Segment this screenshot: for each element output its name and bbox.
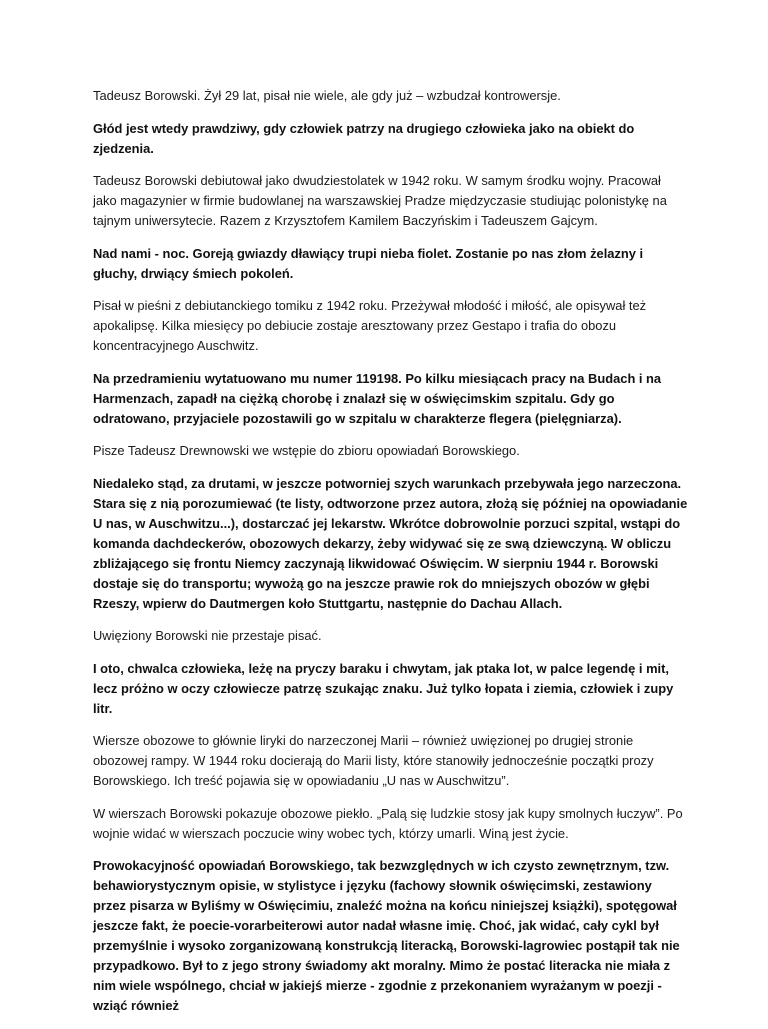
paragraph-debut: Tadeusz Borowski debiutował jako dwudziestolatek w 1942 roku. W samym środku wojny. Pracował jako magazynier w firmie budowlanej na warszawskiej Pradze międzyczasie studiując polonistykę na tajnym uniwersytecie. Razem z Krzysztofem Kamilem Baczyńskim i Tadeuszem Gajcym. bbox=[93, 173, 667, 228]
paragraph-intro: Tadeusz Borowski. Żył 29 lat, pisał nie wiele, ale gdy już – wzbudzał kontrowersje. bbox=[93, 88, 561, 103]
quote-hunger: Głód jest wtedy prawdziwy, gdy człowiek patrzy na drugiego człowieka jako na obiekt do zjedzenia. bbox=[93, 120, 635, 156]
quote-provocation: Prowokacyjność opowiadań Borowskiego, tak bezwzględnych w ich czysto zewnętrznym, tzw. behawiorystycznym opisie, w stylistyce i języku (fachowy słownik oświęcimski, zestawiony przez pisarza w Byliśmy w Oświęcimiu, znaleźć można na końcu niniejszej książki), spotęgował jeszcze fakt, że poecie-vorarbeiterowi autor nadał własne imię. Choć, jak widać, cały cykl był przemyślnie i wysoko zorganizowaną konstrukcją literacką, Borowski-lagrowiec postąpił tak nie przypadkowo. Był to z jego strony świadomy akt moralny. Mimo że postać literacka nie miała z nim wiele wspólnego, chciał w jakiejś mierze - zgodnie z przekonaniem wyrażanym w poezji - wziąć również bbox=[93, 858, 680, 1013]
quote-fiancee: Niedaleko stąd, za drutami, w jeszcze potworniej szych warunkach przebywała jego narzeczona. Stara się z nią porozumiewać (te listy, odtworzone przez autora, złożą się później na opowiadanie U nas, w Auschwitzu...), dostarczać jej lekarstw. Wkrótce dobrowolnie porzuci szpital, wstąpi do komanda dachdeckerów, obozowych dekarzy, żeby widywać się ze swą dziewczyną. W obliczu zbliżającego się frontu Niemcy zaczynają likwidować Oświęcim. W sierpniu 1944 r. Borowski dostaje się do transportu; wywożą go na jeszcze prawie rok do mniejszych obozów w głębi Rzeszy, wpierw do Dautmergen koło Stuttgartu, następnie do Dachau Allach. bbox=[93, 475, 688, 611]
paragraph-hell: W wierszach Borowski pokazuje obozowe piekło. „Palą się ludzkie stosy jak kupy smolnych łuczyw”. Po wojnie widać w wierszach poczucie winy wobec tych, którzy umarli. Winą jest życie. bbox=[93, 805, 683, 841]
quote-tattoo: Na przedramieniu wytatuowano mu numer 119198. Po kilku miesiącach pracy na Budach i na Harmenzach, zapadł na ciężką chorobę i znalazł się w oświęcimskim szpitalu. Gdy go odratowano, przyjaciele pozostawili go w szpitalu w charakterze flegera (pielęgniarza). bbox=[93, 370, 662, 426]
paragraph-camp-poems: Wiersze obozowe to głównie liryki do narzeczonej Marii – również uwięzionej po drugiej stronie obozowej rampy. W 1944 roku docierają do Marii listy, które stanowiły jednocześnie początki prozy Borowskiego. Ich treść pojawia się w opowiadaniu „U nas w Auschwitzu”. bbox=[93, 733, 654, 788]
paragraph-apocalypse: Pisał w pieśni z debiutanckiego tomiku z 1942 roku. Przeżywał młodość i miłość, ale opisywał też apokalipsę. Kilka miesięcy po debiucie zostaje aresztowany przez Gestapo i trafia do obozu koncentracyjnego Auschwitz. bbox=[93, 298, 647, 353]
document-page bbox=[93, 86, 688, 1029]
quote-poem-barrack: I oto, chwalca człowieka, leżę na pryczy baraku i chwytam, jak ptaka lot, w palce legendę i mit, lecz próżno w oczy człowiecze patrzę szukając znaku. Już tylko łopata i ziemia, człowiek i zupy litr. bbox=[93, 660, 674, 716]
paragraph-still-writing: Uwięziony Borowski nie przestaje pisać. bbox=[93, 628, 322, 643]
paragraph-drewnowski: Pisze Tadeusz Drewnowski we wstępie do zbioru opowiadań Borowskiego. bbox=[93, 443, 520, 458]
quote-poem-night: Nad nami - noc. Goreją gwiazdy dławiący trupi nieba fiolet. Zostanie po nas złom żelazny i głuchy, drwiący śmiech pokoleń. bbox=[93, 245, 644, 281]
